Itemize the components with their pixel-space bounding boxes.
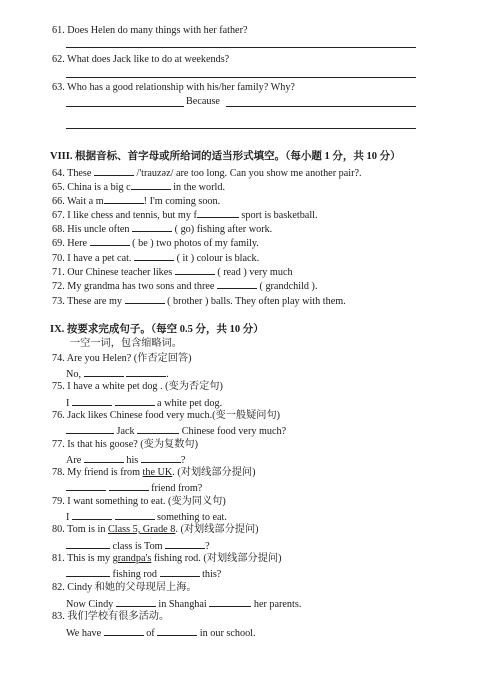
blank[interactable] — [115, 396, 155, 406]
answer-78: friend from? — [66, 481, 202, 495]
answer-line-61[interactable] — [66, 47, 416, 48]
answer-83: We have of in our school. — [66, 628, 256, 639]
answer-74: No, . — [66, 369, 169, 380]
question-83: 83. 我们学校有很多活动。 — [52, 611, 170, 622]
blank[interactable] — [197, 208, 239, 218]
blank[interactable] — [116, 597, 156, 607]
blank[interactable] — [94, 166, 134, 176]
answer-line-63b[interactable] — [226, 106, 416, 107]
blank[interactable] — [137, 424, 179, 434]
question-69: 69. Here ( be ) two photos of my family. — [52, 238, 259, 249]
answer-81: fishing rod this? — [66, 567, 221, 581]
section-9-title: IX. 按要求完成句子。（每空 0.5 分，共 10 分） — [50, 324, 264, 335]
question-68: 68. His uncle often ( go) fishing after work. — [52, 224, 273, 235]
question-75: 75. I have a white pet dog . (变为否定句) — [52, 381, 223, 392]
question-79: 79. I want something to eat. (变为同义句) — [52, 496, 226, 507]
answer-line-63c[interactable] — [66, 128, 416, 129]
section-9-note: 一空一词，包含缩略词。 — [70, 338, 183, 349]
question-72: 72. My grandma has two sons and three ( grandchild ). — [52, 281, 318, 292]
blank[interactable] — [160, 567, 200, 577]
answer-line-62[interactable] — [66, 77, 416, 78]
question-70: 70. I have a pet cat. ( it ) colour is black. — [52, 253, 260, 264]
answer-76: Jack Chinese food very much? — [66, 424, 286, 438]
blank[interactable] — [132, 222, 172, 232]
blank[interactable] — [72, 396, 112, 406]
question-61: 61. Does Helen do many things with her father? — [52, 25, 248, 36]
blank[interactable] — [175, 265, 215, 275]
question-78: 78. My friend is from the UK. (对划线部分提问) — [52, 467, 256, 478]
blank[interactable] — [165, 539, 205, 549]
blank[interactable] — [109, 481, 149, 491]
question-74: 74. Are you Helen? (作否定回答) — [52, 353, 192, 364]
blank[interactable] — [84, 453, 124, 463]
question-76: 76. Jack likes Chinese food very much.(变一般疑问句) — [52, 410, 281, 421]
blank[interactable] — [84, 367, 124, 377]
question-82: 82. Cindy 和她的父母现居上海。 — [52, 582, 197, 593]
blank[interactable] — [217, 279, 257, 289]
question-80: 80. Tom is in Class 5, Grade 8. (对划线部分提问) — [52, 524, 259, 535]
answer-82: Now Cindy in Shanghai her parents. — [66, 599, 302, 610]
question-71: 71. Our Chinese teacher likes ( read ) very much — [52, 267, 293, 278]
blank[interactable] — [72, 510, 112, 520]
blank[interactable] — [141, 453, 181, 463]
blank[interactable] — [66, 567, 110, 577]
blank[interactable] — [131, 180, 171, 190]
blank[interactable] — [126, 367, 166, 377]
answer-79: I something to eat. — [66, 512, 227, 523]
question-64: 64. These /'trauzəz/ are too long. Can you show me another pair?. — [52, 168, 362, 179]
blank[interactable] — [66, 539, 110, 549]
section-8-title: VIII. 根据音标、首字母或所给词的适当形式填空。（每小题 1 分，共 10 分） — [50, 151, 401, 162]
question-81: 81. This is my grandpa's fishing rod. (对划线部分提问) — [52, 553, 282, 564]
answer-75: I a white pet dog. — [66, 398, 223, 409]
blank[interactable] — [66, 481, 106, 491]
question-66: 66. Wait a m ! I'm coming soon. — [52, 196, 221, 207]
blank[interactable] — [104, 626, 144, 636]
blank[interactable] — [125, 294, 165, 304]
question-63: 63. Who has a good relationship with his/her family? Why? — [52, 82, 295, 93]
question-73: 73. These are my ( brother ) balls. They often play with them. — [52, 296, 346, 307]
blank[interactable] — [157, 626, 197, 636]
blank[interactable] — [90, 236, 130, 246]
question-67: 67. I like chess and tennis, but my f sport is basketball. — [52, 210, 318, 221]
blank[interactable] — [134, 251, 174, 261]
answer-77: Are his ? — [66, 455, 186, 466]
answer-80: class is Tom ? — [66, 539, 210, 553]
because-label: Because — [186, 96, 220, 107]
question-65: 65. China is a big c in the world. — [52, 182, 225, 193]
blank[interactable] — [115, 510, 155, 520]
answer-line-63a[interactable] — [66, 106, 184, 107]
blank[interactable] — [209, 597, 251, 607]
question-77: 77. Is that his goose? (变为复数句) — [52, 439, 199, 450]
blank[interactable] — [104, 194, 144, 204]
blank[interactable] — [66, 424, 114, 434]
question-62: 62. What does Jack like to do at weekends? — [52, 54, 230, 65]
